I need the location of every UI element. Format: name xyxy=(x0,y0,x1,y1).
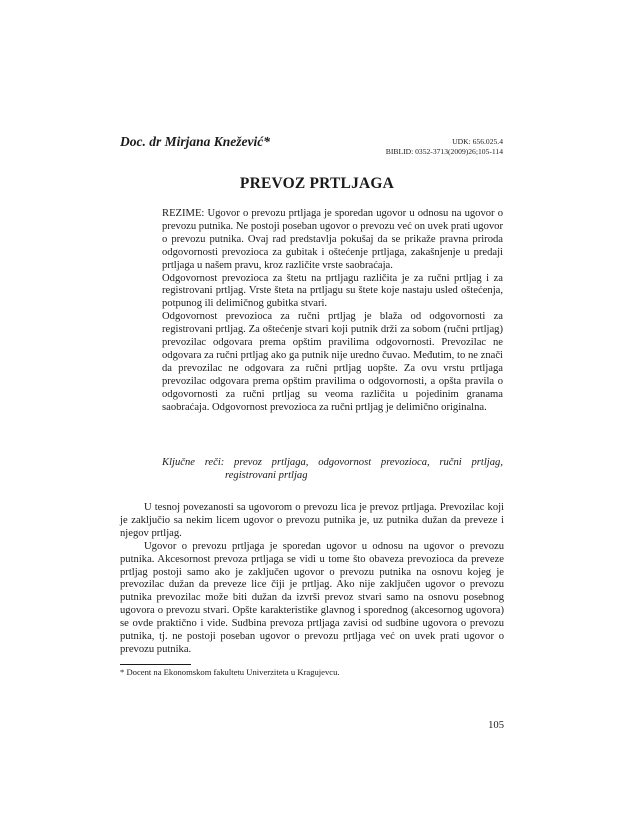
abstract-paragraph: REZIME: Ugovor o prevozu prtljaga je sporedan ugovor u odnosu na ugovor o prevozu putnika. Ne postoji poseban ugovor o prevozu već on uvek prati ugovor o prevozu putnika. Ovaj rad predstavlja pokušaj da se prikaže pravna priroda odgovornosti prevozioca za gubitak i oštećenje prtljaga, zakašnjenje u predaji prtljaga u našem pravu, kroz različite vrste saobraćaja. xyxy=(162,208,503,271)
udk-code: UDK: 656.025.4 xyxy=(452,137,503,146)
keywords xyxy=(162,457,503,483)
page-number: 105 xyxy=(488,720,504,731)
footnote-divider xyxy=(120,664,191,665)
biblid-code: BIBLID: 0352-3713(2009)26;105-114 xyxy=(385,147,503,156)
keywords-text: Ključne reči: prevoz prtljaga, odgovornost prevozioca, ručni prtljag, registrovani prtljag xyxy=(162,457,503,481)
author-name: Doc. dr Mirjana Knežević* xyxy=(120,134,270,149)
abstract-paragraph: Odgovornost prevozioca za štetu na prtljagu različita je za ručni prtljag i za registrovani prtljag. Vrste šteta na prtljagu su štete koje nastaju usled oštećenja, potpunog ili delimičnog gubitka stvari. xyxy=(162,272,503,310)
abstract-paragraph: Odgovornost prevozioca za ručni prtljag je blaža od odgovornosti za registrovani prtljag. Za oštećenje stvari koji putnik drži za sobom (ručni prtljag) prevozilac odgovara prema opštim pravilima odgovornosti. Prevozilac ne odgovara za ručni prtljag ako ga putnik nije uredno čuvao. Međutim, to ne znači da prevozilac ne odgovara za ručni prtljag uopšte. Za ovu vrstu prtljaga prevozilac odgovara prema opštim pravilima o odgovornosti, a opšta pravila o odgovornosti za ručni prtljag su veoma različita u pojedinim granama saobraćaja. Odgovornost prevozioca za ručni prtljag je delimično originalna. xyxy=(162,311,503,413)
publication-metadata xyxy=(386,137,503,157)
body-text xyxy=(120,502,504,657)
abstract xyxy=(162,208,503,415)
article-title: PREVOZ PRTLJAGA xyxy=(239,175,395,192)
footnote: * Docent na Ekonomskom fakultetu Univerziteta u Kragujevcu. xyxy=(120,667,340,677)
body-paragraph: U tesnoj povezanosti sa ugovorom o prevozu lica je prevoz prtljaga. Prevozilac koji je zaključio sa nekim licem ugovor o prevozu putnika je, uz putnika dužan da preveze i njegov prtljag. xyxy=(120,502,504,539)
body-paragraph: Ugovor o prevozu prtljaga je sporedan ugovor u odnosu na ugovor o prevozu putnika. Akcesornost prevoza prtljaga se vidi u tome što obaveza prevozioca da preveze prtljag postoji samo ako je zaključen ugovor o prevozu putnika na osnovu kojeg je prevozilac dužan da preveze lice čiji je prtljag. Ako nije zaključen ugovor o prevozu putnika prevozilac može biti dužan da izvrši prevoz stvari samo na osnovu posebnog ugovora o prevozu stvari. Opšte karakteristike glavnog i sporednog (akcesornog ugovora) se ovde praktično i vide. Sudbina prevoza prtljaga zavisi od sudbine ugovora o prevozu putnika, tj. ne postoji poseban ugovor o prevozu prtljaga već on uvek prati ugovor o prevozu putnika. xyxy=(120,540,504,655)
